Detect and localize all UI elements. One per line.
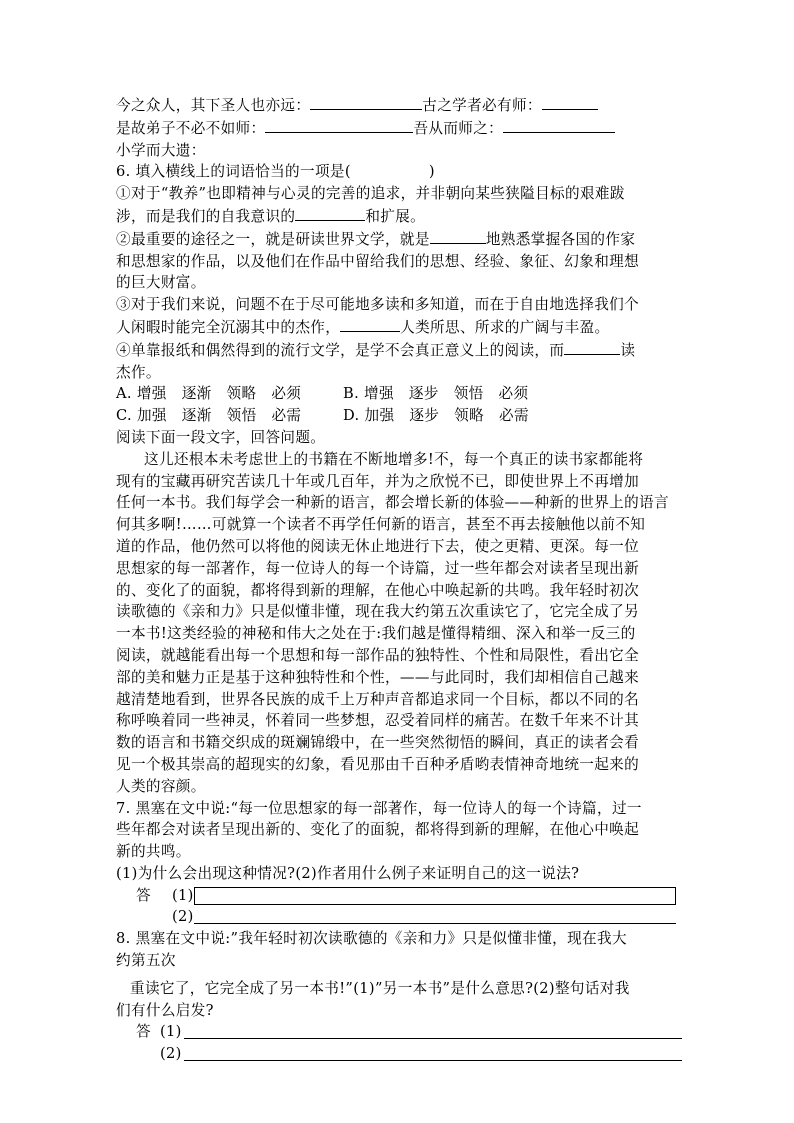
answer-number: (2) [160, 1045, 182, 1063]
q6-item-3-line-2 [116, 316, 684, 339]
q8-stem-line: 约第五次 [116, 952, 176, 970]
q6-item-text: ②最重要的途径之一，就是研读世界文学，就是 [116, 230, 430, 248]
fill-prompt: 小学而大遗： [116, 141, 206, 159]
q7-sub-questions: (1)为什么会出现这种情况?(2)作者用什么例子来证明自己的这一说法? [116, 864, 580, 882]
option-b[interactable]: B. 增强 逐步 领悟 必须 [343, 385, 529, 403]
answer-line[interactable] [184, 1060, 682, 1061]
q7-answer-1 [116, 885, 684, 907]
q6-options-row-2 [116, 405, 684, 427]
q6-item-text: 涉，而是我们的自我意识的 [116, 207, 296, 225]
q8-answer-1 [116, 1021, 684, 1043]
passage-line: 现有的宝藏再研究苦读几十年或几百年，并为之欣悦不已，即使世界上不再增加 [116, 472, 640, 490]
q6-item-text: 人类所思、所求的广阔与丰盈。 [400, 318, 610, 336]
passage-line: 阅读，就越能看出每一个思想和每一部作品的独特性、个性和局限性，看出它全 [116, 646, 640, 664]
q6-item-4-line-2 [116, 362, 684, 384]
q6-options-row-1 [116, 383, 684, 405]
answer-number: (1) [160, 1023, 182, 1041]
q7-stem-line: 7. 黑塞在文中说:“每一位思想家的每一部著作，每一位诗人的每一个诗篇，过一 [116, 799, 642, 817]
answer-number: (1) [172, 886, 194, 904]
answer-number: (2) [172, 908, 194, 926]
q6-item-text: 的巨大财富。 [116, 274, 206, 292]
passage-line: 道的作品，他仍然可以将他的阅读无休止地进行下去，使之更精、更深。每一位 [116, 537, 640, 555]
fill-prompt: 是故弟子不必不如师： [116, 119, 266, 137]
passage-line: 何其多啊!……可就算一个读者不再学任何新的语言，甚至不再去接触他以前不知 [116, 516, 646, 534]
blank[interactable] [430, 228, 486, 244]
option-c[interactable]: C. 加强 逐渐 领悟 必需 [116, 407, 302, 425]
fill-prompt: 古之学者必有师： [422, 97, 542, 114]
blank[interactable] [310, 94, 422, 110]
fill-prompt: 今之众人，其下圣人也亦远： [116, 97, 311, 114]
q6-item-1-line-1 [116, 183, 684, 205]
q8-stem-line: 们有什么启发? [116, 1001, 214, 1019]
answer-line[interactable] [194, 923, 676, 924]
q6-item-text: 和思想家的作品，以及他们在作品中留给我们的思想、经验、象征、幻象和理想 [116, 252, 640, 270]
fill-line-1 [116, 94, 684, 117]
q6-item-text: 人闲暇时能完全沉溺其中的杰作， [116, 318, 341, 336]
q6-item-3-line-1 [116, 294, 684, 316]
blank[interactable] [265, 117, 413, 133]
q8-stem-line: 8. 黑塞在文中说:”我年轻时初次读歌德的《亲和力》只是似懂非懂，现在我大 [116, 930, 627, 948]
q6-item-text: ④单靠报纸和偶然得到的流行文学，是学不会真正意义上的阅读，而 [116, 341, 565, 359]
passage-line: 部的美和魅力正是基于这种独特性和个性，——与此同时，我们却相信自己越来 [116, 668, 640, 686]
q8-answer-2 [116, 1043, 684, 1065]
passage-line: 任何一本书。我们每学会一种新的语言，都会增长新的体验——种新的世界上的语言 [116, 494, 669, 512]
q6-item-text: 杰作。 [116, 363, 161, 381]
q8-stem-line: 重读它了，它完全成了另一本书!”(1)”另一本书”是什么意思?(2)整句话对我 [130, 979, 630, 997]
q6-stem [116, 161, 684, 183]
fill-prompt: 吾从而师之： [413, 119, 504, 137]
worksheet-page [116, 94, 684, 1065]
reading-intro: 阅读下面一段文字，回答问题。 [116, 428, 326, 446]
fill-line-2 [116, 117, 684, 140]
q7-answer-2 [116, 906, 684, 928]
passage-line: 数的语言和书籍交织成的斑斓锦缎中，在一些突然彻悟的瞬间，真正的读者会看 [116, 734, 640, 752]
passage-line: 的、变化了的面貌，都将得到新的理解，在他心中唤起新的共鸣。我年轻时初次 [116, 581, 640, 599]
passage-line: 人类的容颜。 [116, 777, 206, 795]
q6-stem-close: ) [428, 163, 435, 181]
blank[interactable] [542, 94, 598, 110]
answer-label: 答 [136, 886, 151, 904]
q6-item-2-line-1 [116, 228, 684, 251]
q6-item-text: 地熟悉掌握各国的作家 [485, 230, 636, 248]
passage-line: 这儿还根本未考虑世上的书籍在不断地增多!不，每一个真正的读书家都能将 [144, 450, 644, 468]
option-a[interactable]: A. 增强 逐渐 领略 必须 [116, 385, 302, 403]
fill-line-3 [116, 140, 684, 162]
blank[interactable] [340, 316, 400, 332]
q6-stem-text: 6. 填入横线上的词语恰当的一项是( [116, 163, 351, 181]
passage-line: 越清楚地看到，世界各民族的成千上万种声音都追求同一个目标，都以不同的名 [116, 690, 640, 708]
q7-stem-line: 些年都会对读者呈现出新的、变化了的面貌，都将得到新的理解，在他心中唤起 [116, 821, 640, 839]
answer-line[interactable] [184, 1038, 682, 1039]
q7-stem-line: 新的共鸣。 [116, 843, 191, 861]
answer-label: 答 [136, 1023, 151, 1041]
q6-item-1-line-2 [116, 205, 684, 228]
q6-item-2-line-3 [116, 272, 684, 294]
q6-item-text: 读 [620, 341, 636, 359]
blank[interactable] [295, 205, 365, 221]
q6-item-text: 和扩展。 [365, 207, 426, 225]
q6-item-4-line-1 [116, 339, 684, 362]
passage-line: 称呼唤着同一些神灵，怀着同一些梦想，忍受着同样的痛苦。在数千年来不计其 [116, 712, 640, 730]
passage-line: 见一个极其崇高的超现实的幻象，看见那由千百种矛盾哟表情神奇地统一起来的 [116, 755, 640, 773]
q6-item-text: ③对于我们来说，问题不在于尽可能地多读和多知道，而在于自由地选择我们个 [116, 296, 640, 314]
q6-item-text: ①对于“教养”也即精神与心灵的完善的追求，并非朝向某些狭隘目标的艰难跋 [116, 185, 625, 203]
passage-line: 一本书!这类经验的神秘和伟大之处在于:我们越是懂得精细、深入和举一反三的 [116, 625, 636, 643]
passage-line: 读歌德的《亲和力》只是似懂非懂，现在我大约第五次重读它了，它完全成了另 [116, 603, 640, 621]
blank[interactable] [564, 339, 620, 355]
answer-input-box[interactable] [194, 887, 676, 905]
q6-item-2-line-2 [116, 251, 684, 273]
option-d[interactable]: D. 加强 逐步 领略 必需 [343, 407, 529, 425]
blank[interactable] [503, 117, 615, 133]
passage-line: 思想家的每一部著作，每一位诗人的每一个诗篇，过一些年都会对读者呈现出新 [116, 559, 640, 577]
